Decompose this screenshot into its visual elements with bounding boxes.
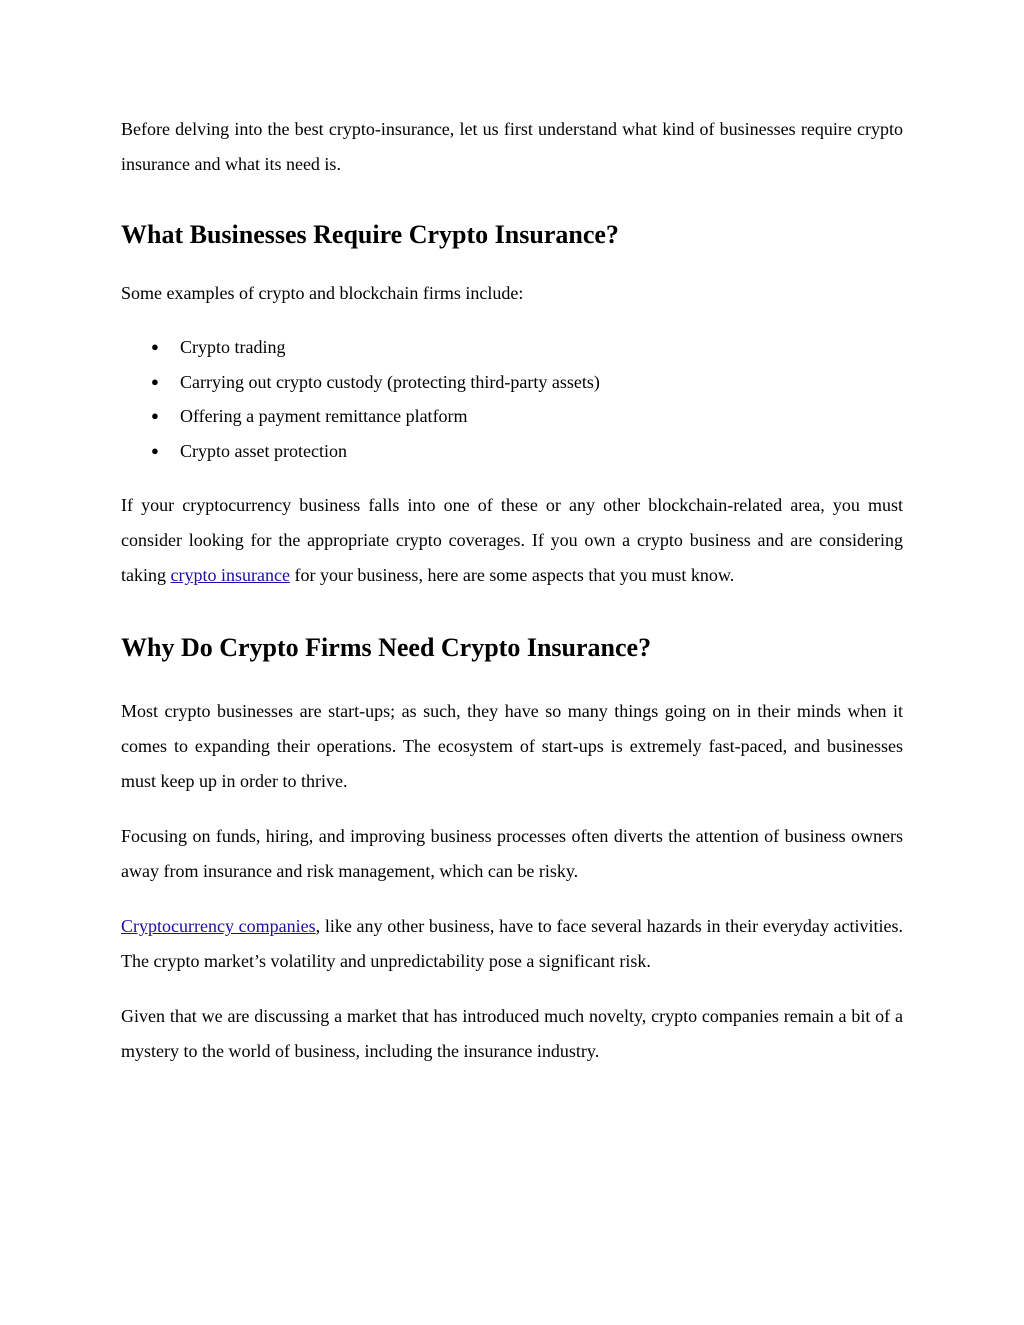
list-item: [121, 365, 903, 400]
list-item-text: Offering a payment remittance platform: [180, 406, 468, 427]
intro-paragraph: Before delving into the best crypto-insurance, let us first understand what kind of businesses require crypto insurance and what its need is.: [121, 119, 903, 174]
firm-types-list: [121, 330, 903, 468]
list-item: [121, 330, 903, 365]
section-heading-businesses: What Businesses Require Crypto Insurance?: [121, 220, 619, 249]
section-heading-why: Why Do Crypto Firms Need Crypto Insurance?: [121, 633, 652, 663]
hazards-paragraph: [121, 909, 903, 979]
paragraph-text: If your cryptocurrency business falls into one of these or any other blockchain-related area, you must consider looking for the appropriate crypto coverages. If you own a crypto business and are considering taking: [121, 495, 903, 586]
document-page: [121, 112, 903, 1069]
paragraph-text: for your business, here are some aspects that you must know.: [289, 565, 735, 586]
crypto-insurance-link[interactable]: crypto insurance: [170, 565, 290, 586]
list-item-text: Crypto asset protection: [180, 440, 347, 461]
consider-coverage-paragraph: [121, 488, 903, 593]
paragraph-text: , like any other business, have to face several hazards in their everyday activities. The crypto market’s volatility and unpredictability pose a significant risk.: [121, 916, 903, 972]
novelty-paragraph: Given that we are discussing a market that has introduced much novelty, crypto companies remain a bit of a mystery to the world of business, including the insurance industry.: [121, 1006, 903, 1062]
bullet-icon: ●: [151, 373, 159, 389]
focus-paragraph: Focusing on funds, hiring, and improving business processes often diverts the attention of business owners away from insurance and risk management, which can be risky.: [121, 826, 903, 882]
startups-paragraph: Most crypto businesses are start-ups; as such, they have so many things going on in their minds when it comes to expanding their operations. The ecosystem of start-ups is extremely fast-paced, and businesses must keep up in order to thrive.: [121, 701, 903, 792]
list-item: [121, 434, 903, 469]
bullet-icon: ●: [151, 408, 159, 424]
bullet-icon: ●: [151, 442, 159, 458]
examples-intro-text: Some examples of crypto and blockchain firms include:: [121, 283, 524, 303]
list-item-text: Carrying out crypto custody (protecting third-party assets): [180, 371, 600, 392]
list-item: [121, 399, 903, 434]
list-item-text: Crypto trading: [180, 337, 286, 357]
cryptocurrency-companies-link[interactable]: Cryptocurrency companies: [121, 916, 316, 937]
bullet-icon: ●: [151, 339, 159, 354]
